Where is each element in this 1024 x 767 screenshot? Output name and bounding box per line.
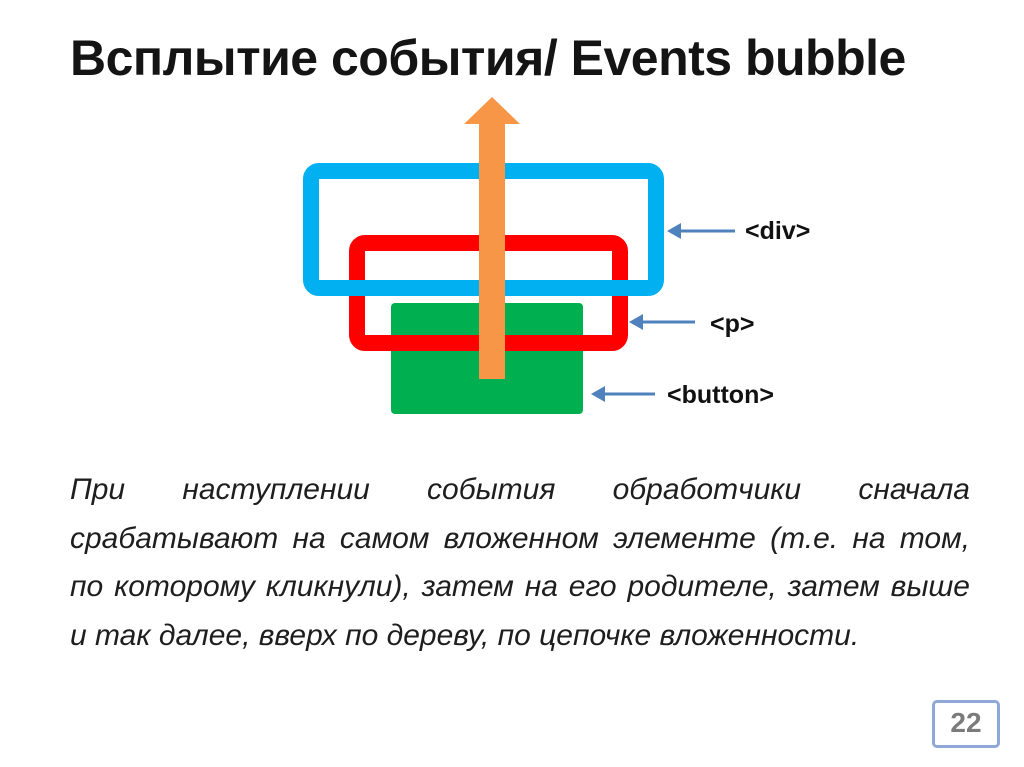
button-pointer-arrow — [591, 386, 655, 402]
div-pointer-arrow — [667, 223, 735, 239]
p-tag-label: <p> — [710, 310, 755, 338]
div-tag-label: <div> — [745, 217, 811, 245]
button-tag-label: <button> — [667, 381, 774, 409]
page-number-badge: 22 — [932, 700, 1000, 748]
bubbling-description: При наступлении события обработчики сначала срабатывают на самом вложенном элементе (т.е. на том, по которому кликнули), затем на его родителе, затем выше и так далее, вверх по дереву, по цепочке вложенности. — [70, 473, 970, 652]
slide-title: Всплытие события/ Events bubble — [70, 30, 906, 86]
p-pointer-arrow — [629, 314, 695, 330]
